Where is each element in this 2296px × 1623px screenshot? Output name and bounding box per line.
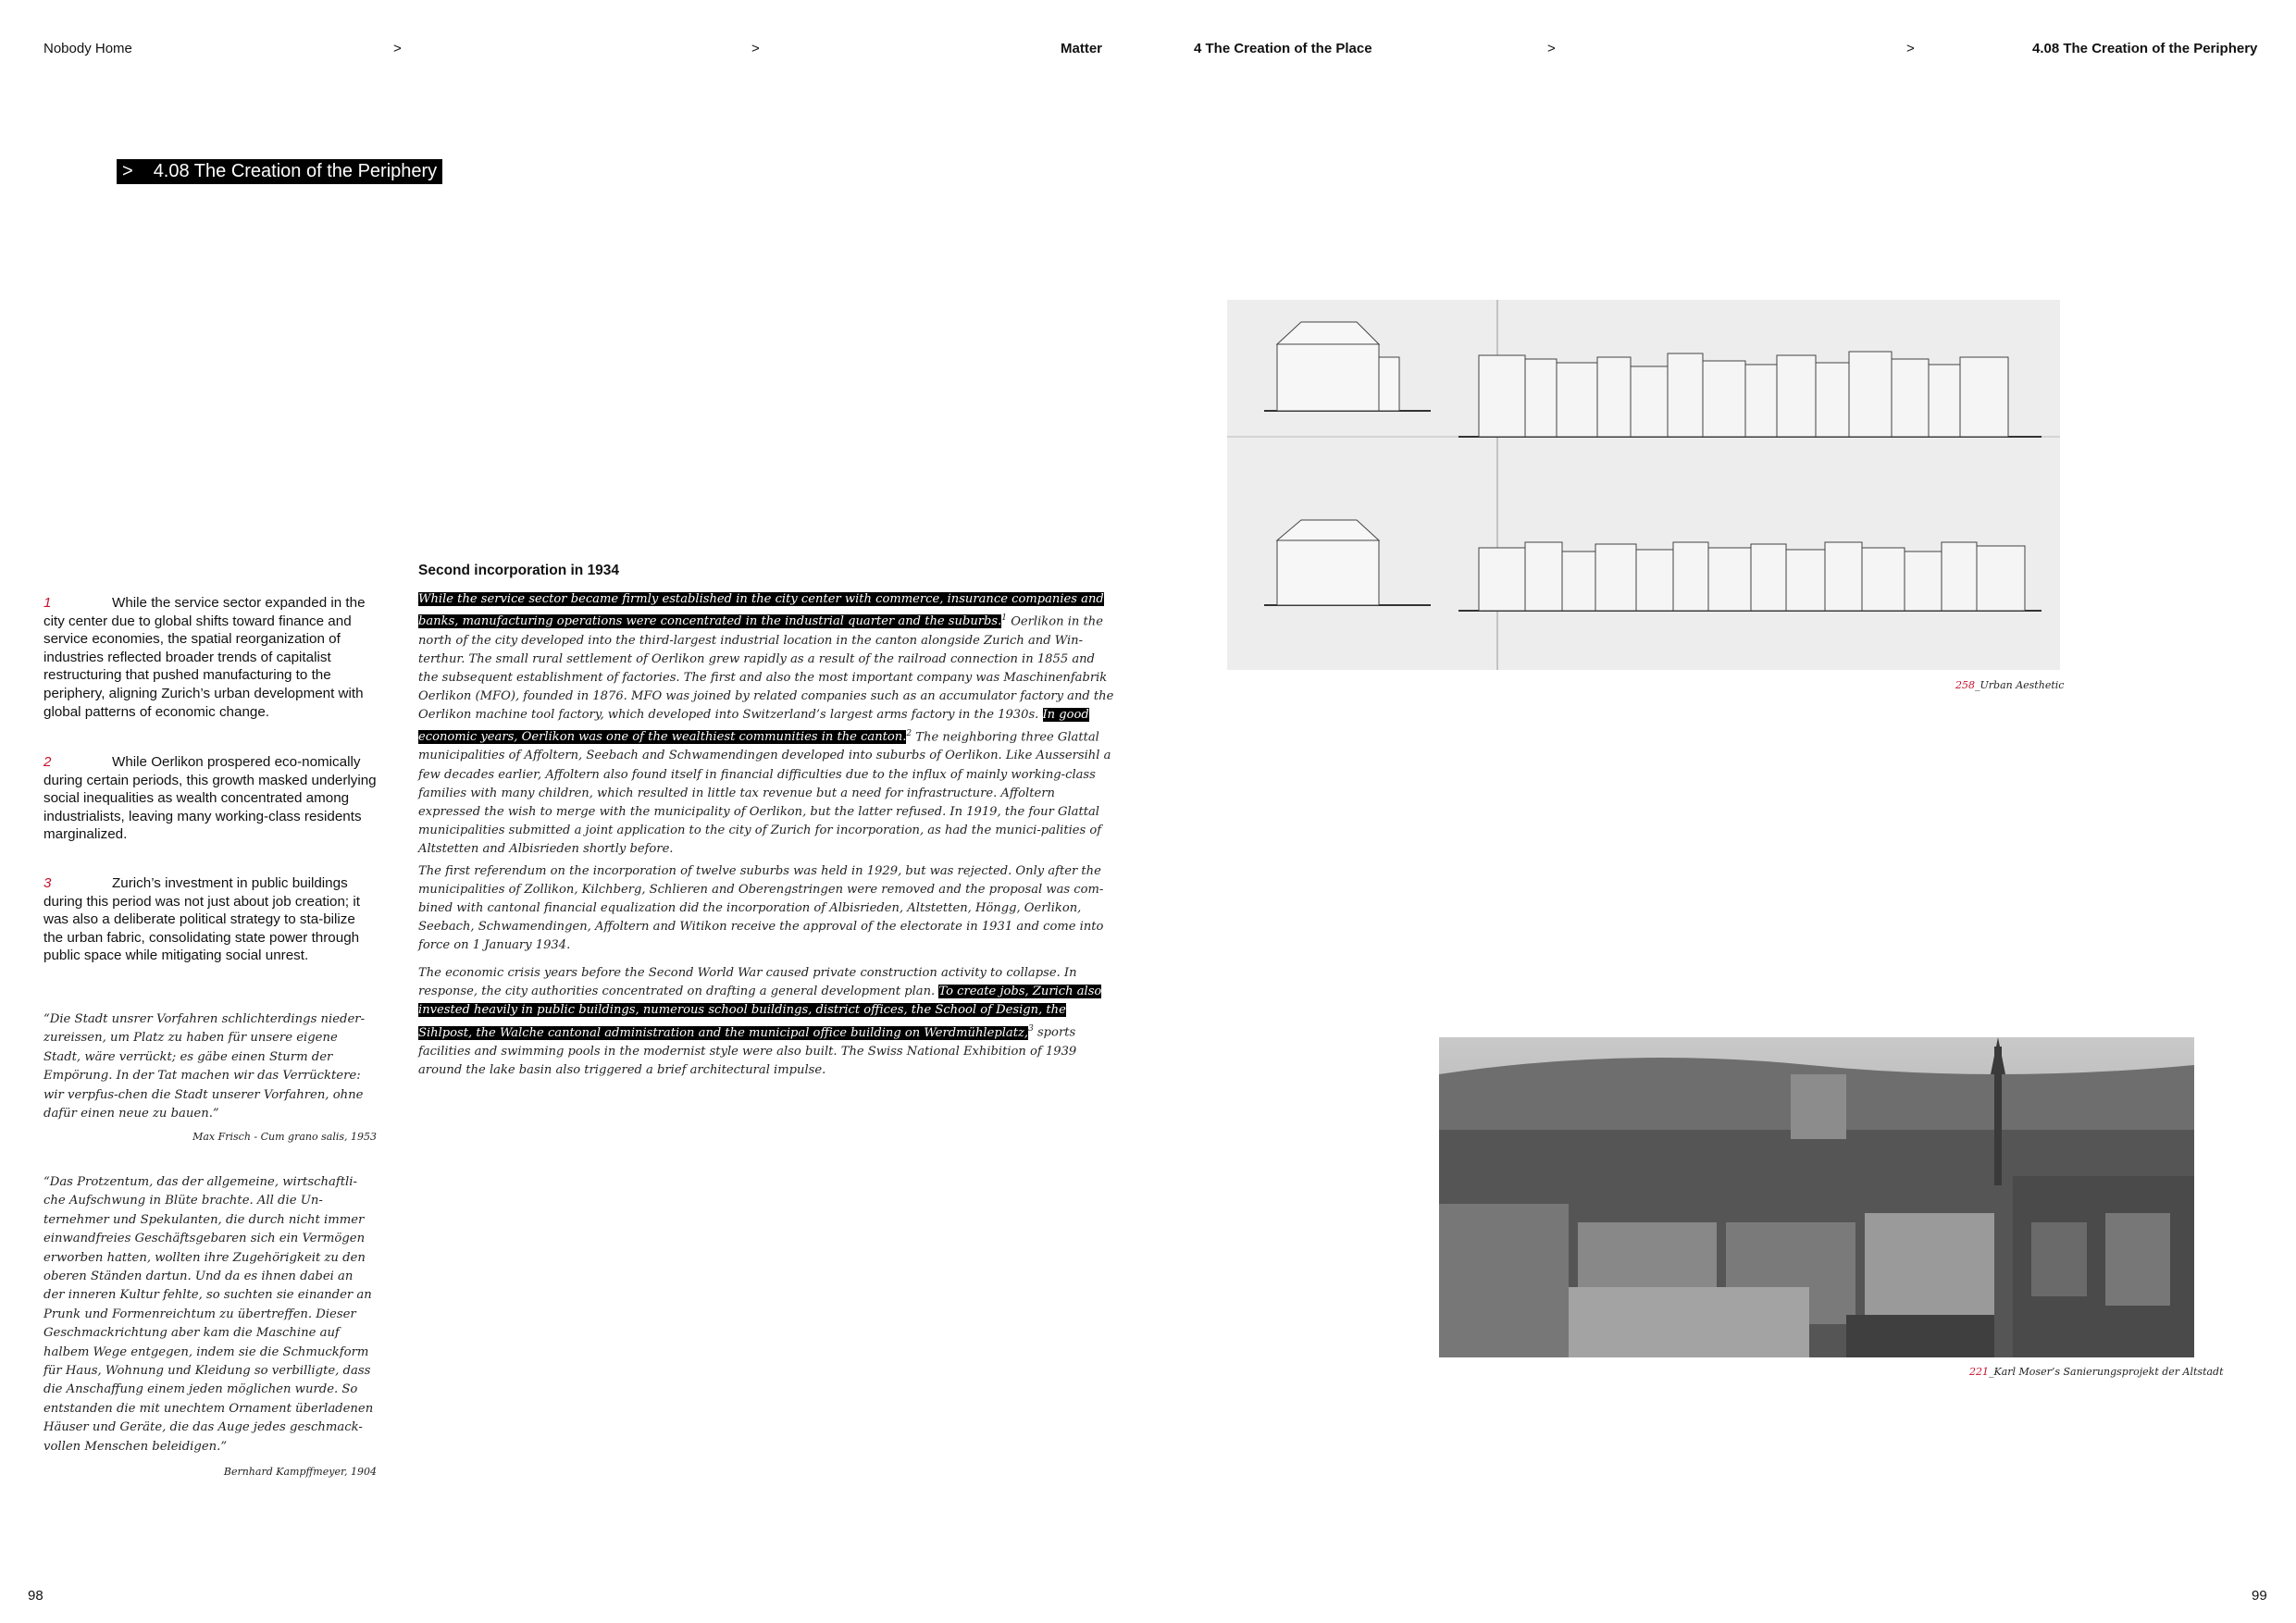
breadcrumb-separator: > bbox=[1906, 41, 1915, 56]
note-number: 3 bbox=[43, 875, 52, 891]
side-note bbox=[43, 753, 377, 844]
breadcrumb-chapter: 4 The Creation of the Place bbox=[1194, 41, 1372, 56]
section-title bbox=[117, 159, 442, 184]
breadcrumb-separator: > bbox=[751, 41, 760, 56]
aerial-photo bbox=[1439, 1037, 2194, 1357]
body-paragraph bbox=[418, 964, 1114, 1080]
breadcrumb-separator: > bbox=[393, 41, 402, 56]
note-text: Zurich’s investment in public buildings during this period was not just about job creation; it was also a deliberate political strategy to sta-bilize the urban fabric, consolidating state power through public space while mitigating social unrest. bbox=[43, 875, 360, 964]
note-text: While Oerlikon prospered eco-nomically during certain periods, this growth masked underlying social inequalities as wealth concentrated among industrialists, leaving many working-class residents marginalized. bbox=[43, 754, 377, 843]
note-text: While the service sector expanded in the city center due to global shifts toward finance and service economies, the spatial reorganization of industries reflected broader trends of capitalist restructuring that pushed manufacturing to the periphery, aligning Zurich’s urban development with global patterns of economic change. bbox=[43, 595, 366, 720]
quote-kampffmeyer: “Das Protzentum, das der allgemeine, wirtschaftli-che Aufschwung in Blüte brachte. All die Un-ternehmer und Spekulanten, die durch nicht immer einwandfreies Geschäftsgebaren sich ein Vermögen erworben hatten, wollten ihre Zugehörigkeit zu den oberen Ständen dartun. Und da es ihnen dabei an der inneren Kultur fehlte, so suchten sie einander an Prunk und Formenreichtum zu übertreffen. Dieser Geschmackrichtung aber kam die Maschine auf halbem Wege entgegen, indem sie die Schmuckform für Haus, Wohnung und Kleidung so verbilligte, dass die Anschaffung einem jeden möglichen wurde. So entstanden die mit unechtem Ornament überladenen Häuser und Geräte, die das Auge jedes geschmack-vollen Menschen beleidigen.” bbox=[43, 1175, 374, 1454]
body-paragraph bbox=[418, 590, 1114, 859]
caption-text: Urban Aesthetic bbox=[1980, 679, 2065, 691]
caption-separator: _ bbox=[1989, 1366, 1994, 1378]
footnote-ref: 2 bbox=[906, 729, 912, 739]
figure-caption bbox=[1969, 1366, 2224, 1378]
body-paragraph: The first referendum on the incorporation of twelve suburbs was held in 1929, but was rejected. Only after the municipalities of Zollikon, Kilchberg, Schlieren and Oberengstringen were removed and the proposal was com-bined with cantonal financial equalization did the incorporation of Albisrieden, Altstetten, Höngg, Oerlikon, Seebach, Schwamendingen, Affoltern and Witikon receive the approval of the electorate in 1931 and come into force on 1 January 1934. bbox=[418, 864, 1104, 953]
quote-frisch: “Die Stadt unsrer Vorfahren schlichterdings nieder-zureissen, um Platz zu haben für unsere eigene Stadt, wäre verrückt; es gäbe einen Sturm der Empörung. In der Tat machen wir das Verrücktere: wir verpfus-chen die Stadt unserer Vorfahren, ohne dafür einen neue zu bauen.” bbox=[43, 1012, 366, 1121]
body-text: The economic crisis years before the Second World War caused private construction activity to collapse. In response, the city authorities concentrated on drafting a general development plan. bbox=[418, 966, 1077, 999]
highlighted-text: In good economic years, Oerlikon was one of the wealthiest communities in the canton. bbox=[418, 707, 1089, 745]
footnote-ref: 1 bbox=[1001, 613, 1008, 624]
body-heading: Second incorporation in 1934 bbox=[418, 563, 620, 578]
elevation-drawing-figure bbox=[1227, 300, 2060, 670]
body-text: sports facilities and swimming pools in the modernist style were also built. The Swiss National Exhibition of 1939 around the lake basin also triggered a brief architectural impulse. bbox=[418, 1025, 1077, 1077]
figure-number: 258 bbox=[1955, 679, 1975, 691]
side-note bbox=[43, 874, 377, 965]
figure-number: 221 bbox=[1969, 1366, 1989, 1378]
elevation-drawing bbox=[1227, 300, 2060, 670]
breadcrumb-separator: > bbox=[1547, 41, 1556, 56]
quote-source: Max Frisch - Cum grano salis, 1953 bbox=[192, 1131, 377, 1143]
section-arrow: > bbox=[122, 161, 133, 181]
book-title: Nobody Home bbox=[43, 41, 132, 56]
breadcrumb-section: 4.08 The Creation of the Periphery bbox=[2032, 41, 2258, 56]
aerial-photo-figure bbox=[1439, 1037, 2194, 1357]
footnote-ref: 3 bbox=[1028, 1024, 1034, 1035]
highlighted-text: While the service sector became firmly established in the city center with commerce, insurance companies and banks, manufacturing operations were concentrated in the industrial quarter and the suburbs. bbox=[418, 592, 1104, 629]
page-number-left: 98 bbox=[28, 1588, 43, 1604]
body-text: Oerlikon in the north of the city developed into the third-largest industrial location in the canton alongside Zurich and Win-terthur. The small rural settlement of Oerlikon grew rapidly as a result of the railroad connection in 1855 and the subsequent establishment of factories. The first and also the most important company was Maschinenfabrik Oerlikon (MFO), founded in 1876. MFO was joined by related companies such as an accumulator factory and the Oerlikon machine tool factory, which developed into Switzerland’s largest arms factory in the 1930s. bbox=[418, 614, 1114, 722]
note-number: 1 bbox=[43, 595, 52, 611]
page-number-right: 99 bbox=[2252, 1588, 2267, 1604]
quote-source: Bernhard Kampffmeyer, 1904 bbox=[223, 1466, 377, 1478]
figure-caption bbox=[1955, 679, 2064, 691]
caption-separator: _ bbox=[1975, 679, 1980, 691]
side-note bbox=[43, 594, 377, 721]
section-title-text: 4.08 The Creation of the Periphery bbox=[153, 161, 438, 181]
body-text: The neighboring three Glattal municipalities of Affoltern, Seebach and Schwamendingen developed into suburbs of Oerlikon. Like Aussersihl a few decades earlier, Affoltern also found itself in financial difficulties due to the influx of mainly working-class families with many children, which resulted in little tax revenue but a need for infrastructure. Affoltern expressed the wish to merge with the municipality of Oerlikon, but the latter refused. In 1919, the four Glattal municipalities submitted a joint application to the city of Zurich for incorporation, as had the munici-palities of Altstetten and Albisrieden shortly before. bbox=[418, 730, 1111, 856]
breadcrumb-part: Matter bbox=[1061, 41, 1103, 56]
highlighted-text: To create jobs, Zurich also invested heavily in public buildings, numerous school buildings, district offices, the School of Design, the Sihlpost, the Walche cantonal administration and the municipal office building on Werdmühleplatz, bbox=[418, 985, 1102, 1040]
note-number: 2 bbox=[43, 754, 52, 770]
caption-text: Karl Moser’s Sanierungsprojekt der Altstadt bbox=[1993, 1366, 2224, 1378]
